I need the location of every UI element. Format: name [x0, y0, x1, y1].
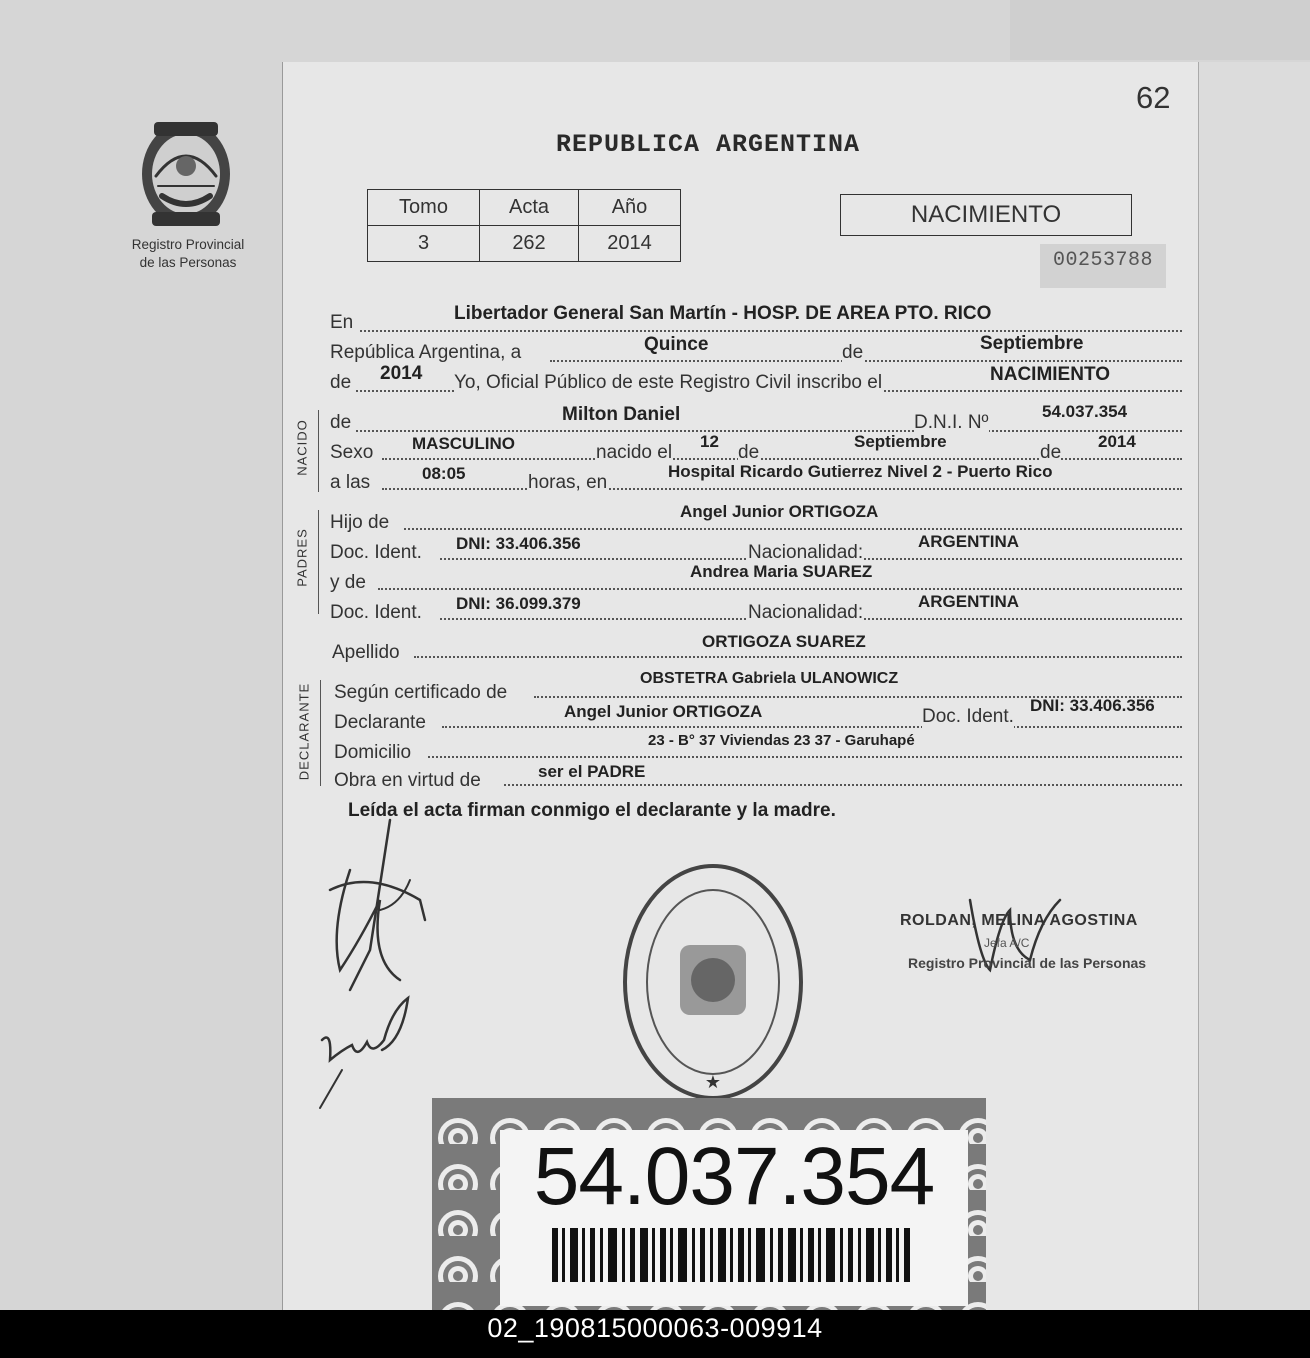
- father-dni: DNI: 33.406.356: [456, 534, 581, 553]
- official-role: Jefa A/C: [984, 936, 1030, 950]
- tomo-header: Tomo: [368, 190, 480, 226]
- father-doc-label: Doc. Ident.: [330, 542, 422, 563]
- registry-name-line2: de las Personas: [139, 255, 237, 270]
- section-divider: [318, 510, 319, 614]
- republica-label: República Argentina, a: [330, 342, 522, 363]
- declarant-name: Angel Junior ORTIGOZA: [564, 702, 763, 721]
- anio-value: 2014: [579, 226, 681, 262]
- declarant-signature: [310, 810, 450, 1000]
- closing-statement: Leída el acta firman conmigo el declarante y la madre.: [348, 800, 836, 821]
- page-right-edge: [1198, 62, 1310, 1310]
- svg-text:★: ★: [704, 1072, 722, 1092]
- obra-label: Obra en virtud de: [334, 770, 481, 791]
- dotted-line: [382, 488, 1182, 490]
- nacido-section-label: NACIDO: [294, 419, 310, 476]
- de-name-label: de: [330, 412, 352, 433]
- de-label: de: [842, 342, 864, 363]
- hijo-de-label: Hijo de: [330, 512, 390, 533]
- registration-day: Quince: [644, 334, 709, 355]
- record-type-box: NACIMIENTO: [840, 194, 1132, 236]
- declarant-dni: DNI: 33.406.356: [1030, 696, 1155, 715]
- dotted-line: [550, 360, 1182, 362]
- section-divider: [320, 680, 321, 786]
- official-seal-stamp: [620, 860, 806, 1104]
- birth-place: Hospital Ricardo Gutierrez Nivel 2 - Puerto Rico: [668, 462, 1053, 481]
- birth-month: Septiembre: [854, 432, 947, 451]
- birth-year: 2014: [1098, 432, 1136, 451]
- apellido-label: Apellido: [332, 642, 400, 663]
- document-title: REPUBLICA ARGENTINA: [556, 130, 861, 159]
- serial-number: 00253788: [1040, 244, 1166, 288]
- certificate-issuer: OBSTETRA Gabriela ULANOWICZ: [640, 670, 899, 687]
- mother-signature: [312, 990, 422, 1110]
- document-file-id: 02_190815000063-009914: [487, 1313, 823, 1343]
- child-name: Milton Daniel: [562, 404, 681, 425]
- dotted-line: [356, 430, 1182, 432]
- mother-doc-label: Doc. Ident.: [330, 602, 422, 623]
- padres-section-label: PADRES: [294, 528, 310, 587]
- de-year-label: de: [330, 372, 352, 393]
- father-nationality-label: Nacionalidad:: [748, 542, 864, 563]
- dotted-line: [442, 726, 1182, 728]
- misiones-coat-of-arms-logo: [138, 116, 234, 232]
- birth-day: 12: [700, 432, 719, 451]
- record-reference-table: [367, 189, 681, 262]
- horas-label: horas, en: [528, 472, 608, 493]
- de-year-label-2: de: [1040, 442, 1062, 463]
- registration-month: Septiembre: [980, 333, 1084, 354]
- declarante-label: Declarante: [334, 712, 426, 733]
- registration-year: 2014: [380, 363, 423, 384]
- section-divider: [318, 410, 319, 492]
- dotted-line: [414, 656, 1182, 658]
- dotted-line: [404, 528, 1182, 530]
- father-name: Angel Junior ORTIGOZA: [680, 502, 879, 521]
- certificado-label: Según certificado de: [334, 682, 508, 703]
- official-name: ROLDAN, MELINA AGOSTINA: [900, 912, 1138, 929]
- dotted-line: [382, 458, 1182, 460]
- en-label: En: [330, 312, 354, 333]
- birth-time: 08:05: [422, 464, 466, 483]
- y-de-label: y de: [330, 572, 366, 593]
- official-statement: Yo, Oficial Público de este Registro Civil inscribo el: [454, 372, 883, 393]
- mother-nationality: ARGENTINA: [918, 592, 1020, 611]
- registration-place: Libertador General San Martín - HOSP. DE AREA PTO. RICO: [454, 303, 992, 324]
- acta-header: Acta: [480, 190, 579, 226]
- declarant-relation: ser el PADRE: [538, 762, 646, 781]
- mother-nationality-label: Nacionalidad:: [748, 602, 864, 623]
- mother-name: Andrea Maria SUAREZ: [690, 562, 873, 581]
- domicilio-label: Domicilio: [334, 742, 412, 763]
- anio-header: Año: [579, 190, 681, 226]
- acta-value: 262: [480, 226, 579, 262]
- registry-name-line1: Registro Provincial: [131, 237, 245, 252]
- surname: ORTIGOZA SUAREZ: [702, 632, 866, 651]
- child-sex: MASCULINO: [412, 434, 515, 453]
- a-las-label: a las: [330, 472, 371, 493]
- act-type: NACIMIENTO: [990, 364, 1110, 385]
- declarante-section-label: DECLARANTE: [296, 682, 312, 781]
- barcode: [552, 1228, 912, 1282]
- page-number: 62: [1136, 80, 1171, 115]
- tomo-value: 3: [368, 226, 480, 262]
- nacido-el-label: nacido el: [596, 442, 673, 463]
- background-page-edge: [1010, 0, 1310, 60]
- sexo-label: Sexo: [330, 442, 374, 463]
- label-dni-number: 54.037.354: [533, 1131, 935, 1222]
- child-dni: 54.037.354: [1042, 402, 1128, 421]
- father-nationality: ARGENTINA: [918, 532, 1020, 551]
- mother-dni: DNI: 36.099.379: [456, 594, 581, 613]
- dotted-line: [504, 784, 1182, 786]
- dni-label: D.N.I. Nº: [914, 412, 989, 433]
- de-month-label: de: [738, 442, 760, 463]
- dotted-line: [428, 756, 1182, 758]
- declarant-address: 23 - B° 37 Viviendas 23 37 - Garuhapé: [648, 732, 915, 749]
- dotted-line: [378, 588, 1182, 590]
- official-registry: Registro Provincial de las Personas: [908, 955, 1147, 971]
- dotted-line: [360, 330, 1182, 332]
- declarant-doc-label: Doc. Ident.: [922, 706, 1014, 727]
